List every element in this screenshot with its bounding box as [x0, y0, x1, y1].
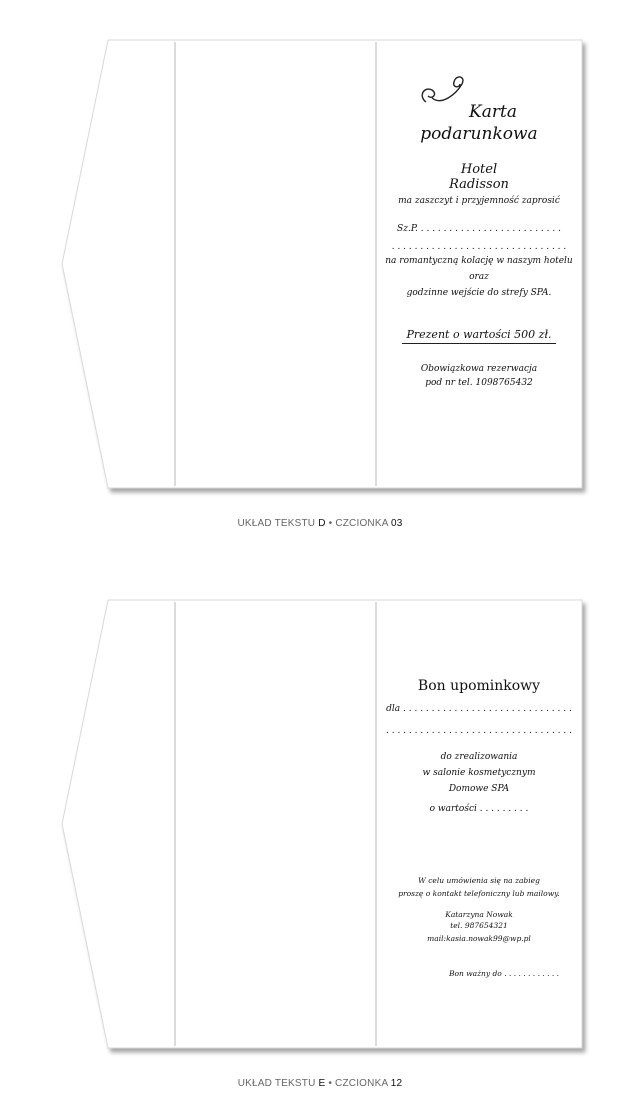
- card-title-line1: Karta: [469, 102, 517, 122]
- hotel-line1: Hotel: [460, 162, 498, 177]
- contact-name: Katarzyna Nowak: [445, 910, 513, 919]
- dots-line: . . . . . . . . . . . . . . . . . . . . . . . . . . . . . . .: [391, 242, 567, 252]
- caption-prefix: UKŁAD TEKSTU: [237, 518, 316, 529]
- caption-separator: •: [328, 518, 333, 529]
- caption-font-label: CZCIONKA: [335, 518, 389, 529]
- contact-mail: mail:kasia.nowak99@wp.pl: [427, 934, 531, 943]
- bon-title: Bon upominkowy: [417, 678, 541, 694]
- card-e-text: [378, 678, 580, 978]
- name-line: Sz.P. . . . . . . . . . . . . . . . . . . . . . . . . .: [397, 224, 561, 234]
- caption-font-number: 12: [390, 1078, 403, 1089]
- and-text: oraz: [469, 272, 489, 282]
- caption-font-label: CZCIONKA: [335, 1078, 388, 1089]
- dinner-text: na romantyczną kolację w naszym hotelu: [385, 256, 573, 266]
- card-d-text: [378, 102, 580, 388]
- contact-tel: tel. 987654321: [450, 921, 508, 930]
- invite-text: ma zaszczyt i przyjemność zaprosić: [398, 196, 560, 206]
- redeem-text: do zrealizowania: [440, 752, 518, 762]
- hotel-line2: Radisson: [449, 177, 509, 192]
- spa-text: godzinne wejście do strefy SPA.: [406, 288, 552, 298]
- caption-d: [0, 518, 640, 529]
- caption-letter: E: [318, 1078, 326, 1089]
- caption-letter: D: [318, 518, 326, 529]
- appointment-line2: proszę o kontakt telefoniczny lub mailowy.: [398, 889, 560, 898]
- caption-prefix: UKŁAD TEKSTU: [237, 1078, 316, 1089]
- envelope-d: [0, 36, 640, 506]
- salon-text: w salonie kosmetycznym: [422, 768, 536, 778]
- reservation-text: Obowiązkowa rezerwacja: [420, 364, 538, 374]
- card-title-line2: podarunkowa: [420, 124, 538, 144]
- envelope-e: [0, 596, 640, 1066]
- valid-until: Bon ważny do . . . . . . . . . . . .: [448, 969, 560, 978]
- value-line: o wartości . . . . . . . . .: [429, 804, 529, 814]
- caption-font-number: 03: [391, 518, 403, 529]
- caption-e: [0, 1078, 640, 1089]
- appointment-line1: W celu umówienia się na zabieg: [418, 876, 540, 885]
- gift-value: Prezent o wartości 500 zł.: [402, 328, 555, 344]
- for-line: dla . . . . . . . . . . . . . . . . . . . . . . . . . . . . . .: [386, 704, 572, 714]
- caption-separator: •: [328, 1078, 333, 1089]
- dots-line: . . . . . . . . . . . . . . . . . . . . . . . . . . . . . . . . .: [386, 726, 572, 736]
- phone-text: pod nr tel. 1098765432: [425, 378, 533, 388]
- salon-name: Domowe SPA: [448, 784, 510, 794]
